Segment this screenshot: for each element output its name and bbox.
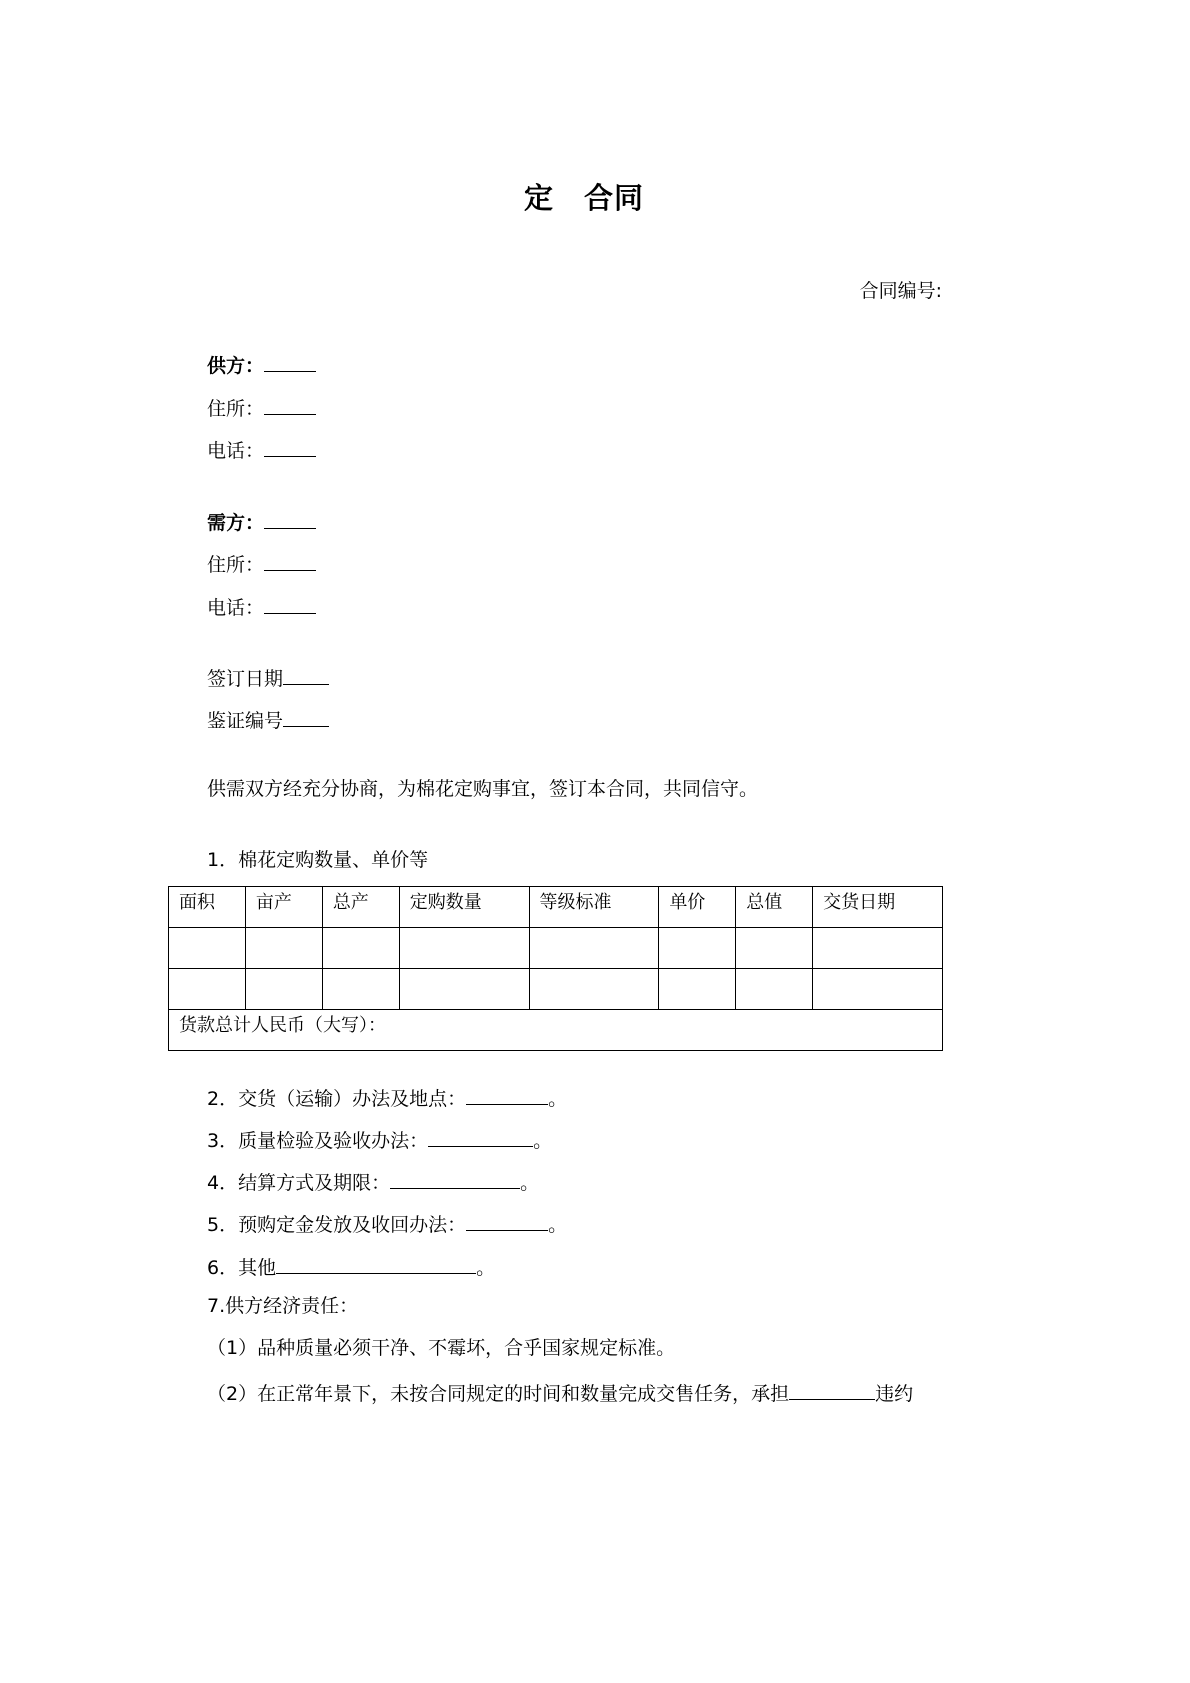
item-6-end: 。	[476, 1257, 496, 1279]
table-header-row	[169, 887, 943, 928]
table-header-cell: 单价	[659, 887, 736, 928]
table-cell[interactable]	[169, 928, 246, 969]
clause-2-tail: 违约	[875, 1383, 914, 1405]
table-header-cell: 等级标准	[529, 887, 659, 928]
supplier-phone-label: 电话：	[207, 440, 265, 462]
table-header-cell: 定购数量	[399, 887, 529, 928]
buyer-phone-blank[interactable]	[264, 595, 316, 614]
table-total-cell[interactable]: 货款总计人民币（大写）：	[169, 1010, 943, 1051]
table-cell[interactable]	[399, 969, 529, 1010]
supplier-phone-blank[interactable]	[264, 438, 316, 457]
table-cell[interactable]	[659, 928, 736, 969]
clause-2-line	[207, 1381, 913, 1404]
supplier-phone-line	[207, 438, 316, 461]
sign-date-blank[interactable]	[283, 666, 329, 685]
buyer-phone-line	[207, 595, 316, 618]
item-4-blank[interactable]	[390, 1170, 520, 1189]
buyer-address-blank[interactable]	[264, 552, 316, 571]
item-5-end: 。	[548, 1214, 568, 1236]
table-header-cell: 交货日期	[813, 887, 943, 928]
title-part-2: 合同	[584, 181, 645, 215]
item-3-line	[207, 1128, 552, 1151]
supplier-name-label: 供方：	[207, 355, 265, 377]
table-cell[interactable]	[169, 969, 246, 1010]
section-1-title: 1．棉花定购数量、单价等	[207, 849, 429, 871]
intro-paragraph: 供需双方经充分协商，为棉花定购事宜，签订本合同，共同信守。	[207, 778, 759, 800]
table-cell[interactable]	[399, 928, 529, 969]
table-cell[interactable]	[322, 969, 399, 1010]
item-4-label: 4．结算方式及期限：	[207, 1172, 391, 1194]
table-cell[interactable]	[813, 969, 943, 1010]
table-cell[interactable]	[659, 969, 736, 1010]
item-4-end: 。	[520, 1172, 540, 1194]
title-part-1: 定	[523, 181, 554, 215]
verify-number-blank[interactable]	[283, 708, 329, 727]
buyer-address-line	[207, 552, 316, 575]
table-cell[interactable]	[529, 928, 659, 969]
table-header-cell: 亩产	[245, 887, 322, 928]
item-6-blank[interactable]	[276, 1255, 476, 1274]
verify-number-label: 鉴证编号	[207, 710, 284, 732]
table-cell[interactable]	[322, 928, 399, 969]
section-7-title: 7.供方经济责任：	[207, 1295, 359, 1317]
item-2-end: 。	[548, 1088, 568, 1110]
table-cell[interactable]	[736, 928, 813, 969]
order-table	[168, 886, 943, 1051]
buyer-address-label: 住所：	[207, 554, 265, 576]
supplier-address-line	[207, 396, 316, 419]
document-title	[0, 181, 1168, 215]
supplier-name-blank[interactable]	[264, 353, 316, 372]
table-cell[interactable]	[245, 928, 322, 969]
supplier-name-line	[207, 353, 316, 376]
item-3-blank[interactable]	[428, 1128, 533, 1147]
table-row	[169, 969, 943, 1010]
clause-2-blank[interactable]	[789, 1381, 875, 1400]
table-header-cell: 总产	[322, 887, 399, 928]
buyer-name-blank[interactable]	[264, 510, 316, 529]
sign-date-line	[207, 666, 329, 689]
table-total-row	[169, 1010, 943, 1051]
item-5-blank[interactable]	[466, 1212, 548, 1231]
table-header-cell: 面积	[169, 887, 246, 928]
item-6-line	[207, 1255, 495, 1278]
item-6-label: 6．其他	[207, 1257, 277, 1279]
buyer-phone-label: 电话：	[207, 597, 265, 619]
verify-number-line	[207, 708, 329, 731]
item-5-label: 5．预购定金发放及收回办法：	[207, 1214, 467, 1236]
table-cell[interactable]	[813, 928, 943, 969]
contract-number-label: 合同编号:	[859, 280, 942, 302]
clause-2-text: （2）在正常年景下，未按合同规定的时间和数量完成交售任务，承担	[207, 1383, 790, 1405]
table-cell[interactable]	[736, 969, 813, 1010]
item-2-line	[207, 1086, 567, 1109]
supplier-address-label: 住所：	[207, 398, 265, 420]
table-header-cell: 总值	[736, 887, 813, 928]
item-5-line	[207, 1212, 567, 1235]
item-2-label: 2．交货（运输）办法及地点：	[207, 1088, 467, 1110]
item-4-line	[207, 1170, 539, 1193]
item-3-label: 3．质量检验及验收办法：	[207, 1130, 429, 1152]
item-2-blank[interactable]	[466, 1086, 548, 1105]
buyer-name-line	[207, 510, 316, 533]
table-row	[169, 928, 943, 969]
supplier-address-blank[interactable]	[264, 396, 316, 415]
clause-1: （1）品种质量必须干净、不霉坏，合乎国家规定标准。	[207, 1337, 676, 1359]
item-3-end: 。	[533, 1130, 553, 1152]
table-cell[interactable]	[529, 969, 659, 1010]
table-cell[interactable]	[245, 969, 322, 1010]
sign-date-label: 签订日期	[207, 668, 284, 690]
buyer-name-label: 需方：	[207, 512, 265, 534]
